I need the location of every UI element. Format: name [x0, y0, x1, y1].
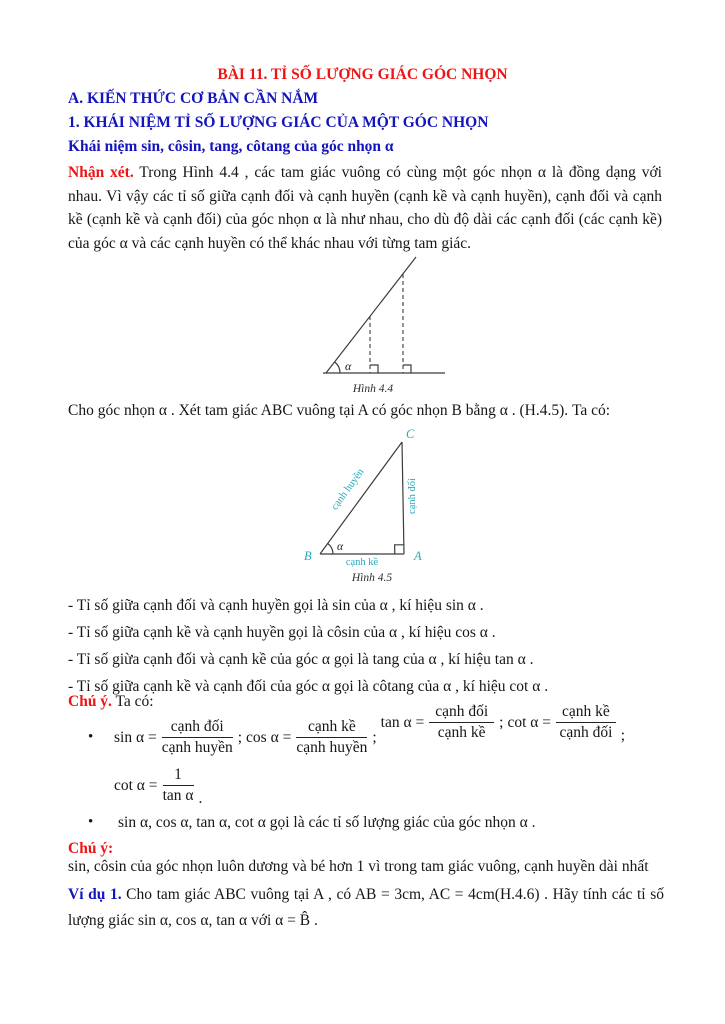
hypotenuse-side-label: cạnh huyền: [329, 466, 367, 513]
cot-lhs: cot α =: [507, 713, 552, 731]
opposite-side-label: cạnh đối: [407, 478, 418, 514]
remark-text: Trong Hình 4.4 , các tam giác vuông có cùng một góc nhọn α là đồng dạng với nhau. Vì vậy các tỉ số giữa cạnh đối và cạnh huyền (cạnh kề và cạnh huyền), cạnh đối và cạnh kề (cạnh kề và cạnh đối) của góc nhọn α là như nhau, cho dù độ dài các cạnh đối (các cạnh kề) của góc α và các cạnh huyền có thể khác nhau với từng tam giác.: [68, 164, 662, 252]
tan-lhs: tan α =: [380, 713, 425, 731]
figure-4-4: [288, 252, 458, 395]
vertex-c-label: C: [406, 428, 415, 441]
cot-identity-group: [112, 766, 202, 805]
note-1-label: Chú ý.: [68, 693, 112, 710]
remark-label: Nhận xét.: [68, 164, 134, 181]
tan-separator: ;: [499, 713, 504, 731]
side-bc-line: [320, 442, 402, 554]
sin-fraction: [162, 718, 233, 757]
bullet-icon: •: [88, 729, 94, 745]
section-a-heading: A. KIẾN THỨC CƠ BẢN CẦN NẮM: [68, 90, 319, 107]
angle-arc-b: [327, 543, 333, 554]
cot-separator: ;: [620, 727, 626, 744]
cot-identity-denominator: tan α: [162, 787, 194, 804]
angle-arc: [335, 362, 340, 373]
tan-denominator: cạnh kề: [437, 724, 486, 741]
lesson-title: BÀI 11. TỈ SỐ LƯỢNG GIÁC GÓC NHỌN: [217, 66, 508, 83]
sin-numerator: cạnh đối: [162, 718, 233, 738]
cos-lhs: cos α =: [246, 728, 292, 746]
definition-tan: - Tỉ số giừa cạnh đối và cạnh kề của góc α gọi là tang của α , kí hiệu tan α .: [68, 651, 534, 668]
ratio-note-row: [88, 814, 536, 832]
positivity-line: sin, côsin của góc nhọn luôn dương và bé hơn 1 vì trong tam giác vuông, cạnh huyền dài nhất: [68, 858, 649, 875]
tan-numerator: cạnh đối: [429, 703, 494, 723]
similar-triangles-diagram: [293, 252, 453, 379]
cot-identity-fraction: [163, 766, 194, 805]
right-angle-mark-a: [395, 545, 404, 554]
alpha-angle-label: α: [337, 541, 344, 553]
section-1-heading: 1. KHÁI NIỆM TỈ SỐ LƯỢNG GIÁC CỦA MỘT GÓC NHỌN: [68, 114, 489, 131]
bullet-icon: •: [88, 814, 94, 830]
vertex-b-label: B: [304, 549, 312, 563]
tan-fraction: [429, 703, 494, 742]
note-1: [68, 693, 154, 711]
definition-sin: - Tỉ số giữa cạnh đối và cạnh huyền gọi là sin của α , kí hiệu sin α .: [68, 597, 484, 614]
definition-cos: - Tỉ số giữa cạnh kề và cạnh huyền gọi là côsin của α , kí hiệu cos α .: [68, 624, 496, 641]
side-ac-line: [402, 442, 404, 554]
right-triangle-abc-diagram: [292, 428, 452, 568]
ratio-formulas-row: [88, 703, 626, 757]
definition-list: [68, 592, 668, 700]
tan-cot-formula-group: [379, 703, 625, 742]
sin-separator: ;: [237, 728, 243, 746]
definition-cot: - Tỉ số giữa cạnh kề và cạnh đối của góc α gọi là côtang của α , kí hiệu cot α .: [68, 678, 549, 695]
cot-numerator: cạnh kề: [556, 703, 616, 723]
note-2: [68, 840, 113, 858]
remark-paragraph: [68, 161, 662, 255]
ratio-note-text: sin α, cos α, tan α, cot α gọi là các tỉ số lượng giác của góc nhọn α .: [118, 814, 536, 831]
sin-lhs: sin α =: [114, 728, 157, 746]
note-1-text: Ta có:: [111, 693, 154, 710]
sin-denominator: cạnh huyền: [161, 739, 233, 756]
intro-line: Cho góc nhọn α . Xét tam giác ABC vuông tại A có góc nhọn B bằng α . (H.4.5). Ta có:: [68, 402, 611, 419]
example-1-text: Cho tam giác ABC vuông tại A , có AB = 3cm, AC = 4cm(H.4.6) . Hãy tính các tỉ số lượng giác sin α, cos α, tan α với α = B̂ .: [68, 886, 664, 929]
cot-identity-line: [112, 766, 202, 805]
cos-fraction: [296, 718, 367, 757]
cos-separator: ;: [372, 728, 377, 746]
figure-4-5: [292, 428, 452, 584]
cos-denominator: cạnh huyền: [296, 739, 368, 756]
cot-identity-period: .: [198, 790, 203, 807]
cot-identity-lhs: cot α =: [114, 776, 158, 794]
right-angle-mark-1: [370, 365, 378, 373]
example-1-paragraph: [68, 882, 664, 933]
example-1-label: Ví dụ 1.: [68, 886, 122, 903]
cos-numerator: cạnh kề: [296, 718, 367, 738]
vertex-a-label: A: [414, 549, 422, 563]
figure-4-5-caption: Hình 4.5: [351, 572, 393, 584]
note-2-label: Chú ý:: [68, 840, 114, 857]
concept-heading: Khái niệm sin, côsin, tang, côtang của góc nhọn α: [68, 138, 394, 155]
cot-denominator: cạnh đối: [559, 724, 613, 741]
adjacent-side-label: cạnh kề: [345, 557, 379, 568]
sin-cos-formula-group: [112, 718, 379, 757]
right-angle-mark-2: [403, 365, 411, 373]
alpha-angle-label: α: [345, 359, 352, 373]
cot-fraction: [556, 703, 616, 742]
cot-identity-numerator: 1: [163, 766, 194, 786]
figure-4-4-caption: Hình 4.4: [352, 383, 394, 395]
